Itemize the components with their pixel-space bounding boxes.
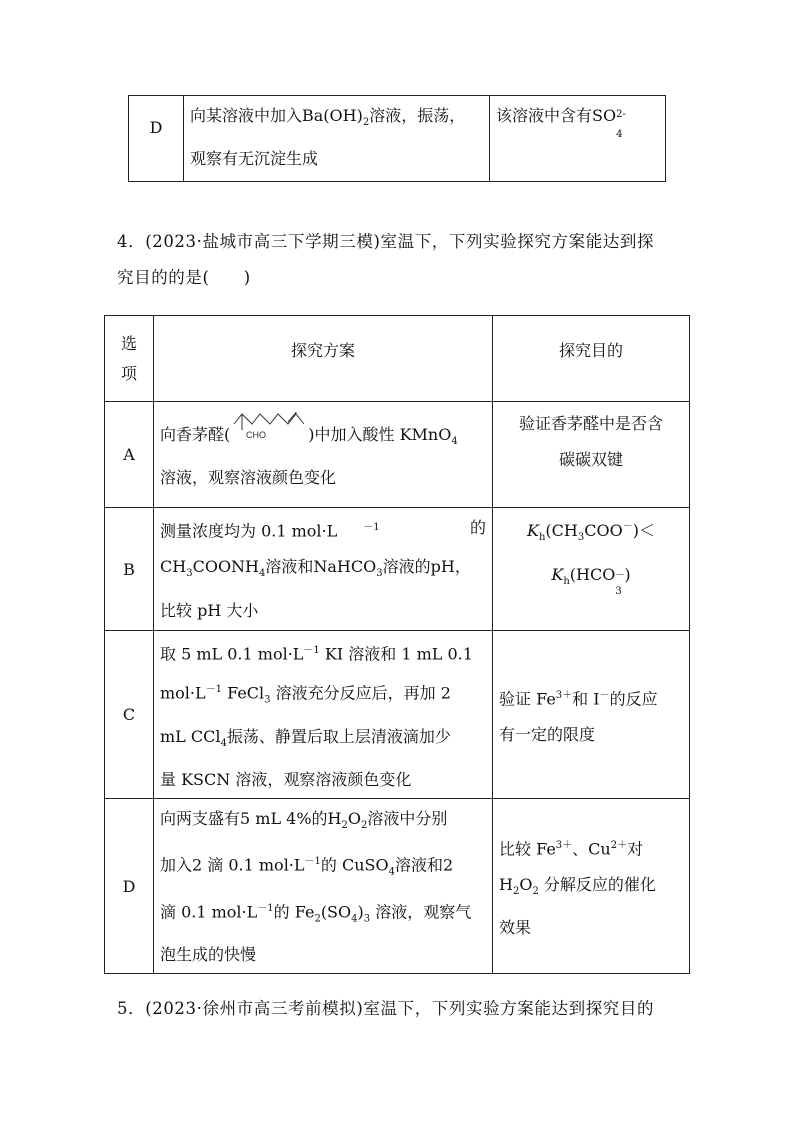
header-purpose [493, 316, 690, 402]
scheme-text: 滴 0.1 mol·L [160, 902, 258, 922]
subscript: 3 [186, 568, 193, 580]
superscript: － [599, 689, 610, 701]
superscript: 2- [616, 109, 626, 120]
header-option-2: 项 [120, 363, 137, 383]
scheme-line [160, 557, 471, 580]
purpose-text: 碳碳双键 [558, 450, 623, 469]
subscript: 4 [259, 568, 266, 580]
scheme-text: 加入2 滴 0.1 mol·L [160, 855, 305, 875]
superscript: －1 [257, 902, 274, 914]
question-4-line-1: 4．(2023·盐城市高三下学期三模)室温下，下列实验探究方案能达到探 [117, 232, 655, 251]
option-label: B [123, 559, 135, 579]
purpose-text: 效果 [499, 918, 532, 938]
purpose-text: 分解反应的催化 [538, 875, 656, 895]
scheme-text: 比较 pH 大小 [160, 600, 259, 620]
subscript: 3 [577, 532, 585, 544]
experiment-table [104, 315, 690, 974]
superscript: －1 [303, 645, 320, 656]
table-row [105, 631, 690, 799]
subscript: 2 [362, 117, 370, 129]
superscript: －1 [304, 856, 321, 868]
purpose-cell [493, 508, 690, 631]
purpose-text: ) [624, 564, 631, 584]
superscript: －1 [363, 522, 380, 533]
header-scheme [154, 316, 493, 402]
option-label: D [122, 876, 136, 896]
structure-label: CHO [246, 430, 267, 440]
purpose-text: K [527, 521, 539, 541]
scheme-text: 溶液和NaHCO [265, 557, 377, 577]
subscript: 3 [376, 568, 383, 580]
header-option-1: 选 [120, 333, 137, 353]
purpose-line [527, 521, 655, 544]
scheme-text: 向香茅醛( [160, 425, 231, 444]
superscript: 2＋ [610, 839, 628, 851]
header-scheme-text: 探究方案 [290, 341, 355, 360]
question-5-line-1: 5．(2023·徐州市高三考前模拟)室温下，下列实验方案能达到探究目的 [117, 999, 655, 1018]
purpose-text: 该溶液中含有SO [496, 106, 617, 125]
header-option [105, 316, 154, 402]
option-cell [105, 631, 154, 799]
scheme-text: 溶液，观察气 [370, 902, 472, 922]
purpose-text: (HCO [569, 564, 616, 584]
purpose-text: 对 [627, 839, 644, 859]
table-header-row [105, 316, 690, 402]
table-continuation [128, 95, 666, 182]
scheme-text: 取 5 mL 0.1 mol·L [160, 644, 304, 664]
table-row [105, 402, 690, 508]
superscript: －1 [205, 684, 223, 696]
scheme-text: 向两支盛有5 mL 4%的H [160, 809, 342, 829]
purpose-text: O [519, 875, 533, 895]
subscript: 2 [532, 886, 539, 898]
option-label: C [122, 705, 136, 725]
purpose-text: COO [584, 521, 623, 541]
subscript: 2 [341, 820, 348, 832]
superscript: 3＋ [555, 689, 573, 701]
purpose-text: 和 I [572, 689, 600, 709]
scheme-text: )中加入酸性 KMnO [308, 425, 452, 444]
scheme-text: mol·L [160, 683, 206, 703]
scheme-text: 振荡、静置后取上层清液滴加少 [226, 726, 451, 746]
scheme-text: KI 溶液和 1 mL 0.1 [319, 644, 473, 664]
scheme-text: (SO [320, 902, 352, 922]
scheme-text: 的 Fe [273, 902, 315, 922]
scheme-text: 测量浓度均为 0.1 mol·L [160, 521, 338, 541]
subscript: 4 [388, 866, 395, 878]
question-5 [117, 991, 654, 1027]
scheme-text: FeCl [222, 683, 265, 703]
subscript: 2 [512, 886, 520, 898]
purpose-text: K [551, 564, 564, 584]
purpose-cell [493, 402, 690, 508]
scheme-cell [154, 631, 493, 799]
subscript: 4 [451, 436, 458, 448]
scheme-text: COONH [192, 557, 260, 577]
scheme-cell [154, 799, 493, 974]
citronellal-structure-icon [230, 412, 308, 459]
scheme-cell [154, 508, 493, 631]
subscript: 3 [363, 913, 371, 925]
scheme-text: 量 KSCN 溶液，观察溶液颜色变化 [160, 770, 412, 790]
subscript: 4 [351, 913, 358, 925]
scheme-cell [184, 96, 490, 182]
purpose-text: 比较 Fe [499, 839, 556, 859]
subscript: 2 [314, 913, 321, 925]
subscript: 2 [361, 820, 368, 832]
purpose-text: 有一定的限度 [499, 725, 596, 745]
subscript: 4 [220, 738, 227, 750]
purpose-text: 验证香茅醛中是否含 [518, 414, 663, 433]
option-label: A [123, 445, 135, 464]
superscript: 3＋ [555, 839, 573, 851]
scheme-text: 溶液充分反应后，再加 2 [270, 683, 451, 703]
scheme-text: CH [160, 557, 187, 577]
superscript: － [622, 522, 633, 533]
purpose-text: (CH [545, 521, 578, 541]
table-row [129, 96, 666, 182]
purpose-text: 验证 Fe [499, 689, 556, 709]
subscript: 4 [616, 129, 623, 140]
subscript: 3 [615, 585, 622, 597]
purpose-cell [493, 631, 690, 799]
question-4 [117, 224, 654, 296]
scheme-text: O [347, 809, 361, 829]
option-cell [105, 508, 154, 631]
option-label: D [149, 118, 163, 137]
scheme-text: 溶液中分别 [367, 809, 448, 829]
scheme-text: 的 [469, 518, 486, 537]
scheme-text: 溶液的pH， [382, 557, 471, 577]
scheme-text: 向某溶液中加入Ba(OH) [190, 106, 363, 125]
scheme-text: 的 CuSO [320, 855, 389, 875]
purpose-text: 、Cu [572, 839, 611, 859]
scheme-text: 观察有无沉淀生成 [190, 149, 319, 169]
option-cell [105, 402, 154, 508]
subscript: h [538, 532, 546, 544]
scheme-text: 泡生成的快慢 [160, 945, 257, 965]
subscript: h [563, 575, 570, 587]
superscript: － [615, 569, 626, 581]
scheme-text: 溶液，振荡， [369, 106, 466, 125]
purpose-text: H [499, 875, 513, 895]
purpose-text: )＜ [632, 521, 655, 541]
scheme-text: ) [357, 902, 364, 922]
purpose-line [551, 564, 631, 597]
scheme-cell [154, 402, 493, 508]
scheme-text: 溶液，观察溶液颜色变化 [160, 468, 337, 488]
purpose-cell [493, 799, 690, 974]
purpose-text: 的反应 [609, 689, 658, 709]
option-cell [105, 799, 154, 974]
table-row [105, 799, 690, 974]
table-row [105, 508, 690, 631]
header-purpose-text: 探究目的 [558, 341, 623, 360]
option-cell [129, 96, 184, 182]
scheme-text: 溶液和2 [395, 855, 454, 875]
subscript: 3 [264, 694, 271, 706]
purpose-cell [490, 96, 666, 182]
scheme-text: mL CCl [160, 726, 221, 746]
question-4-line-2: 究目的的是( ) [117, 268, 251, 287]
